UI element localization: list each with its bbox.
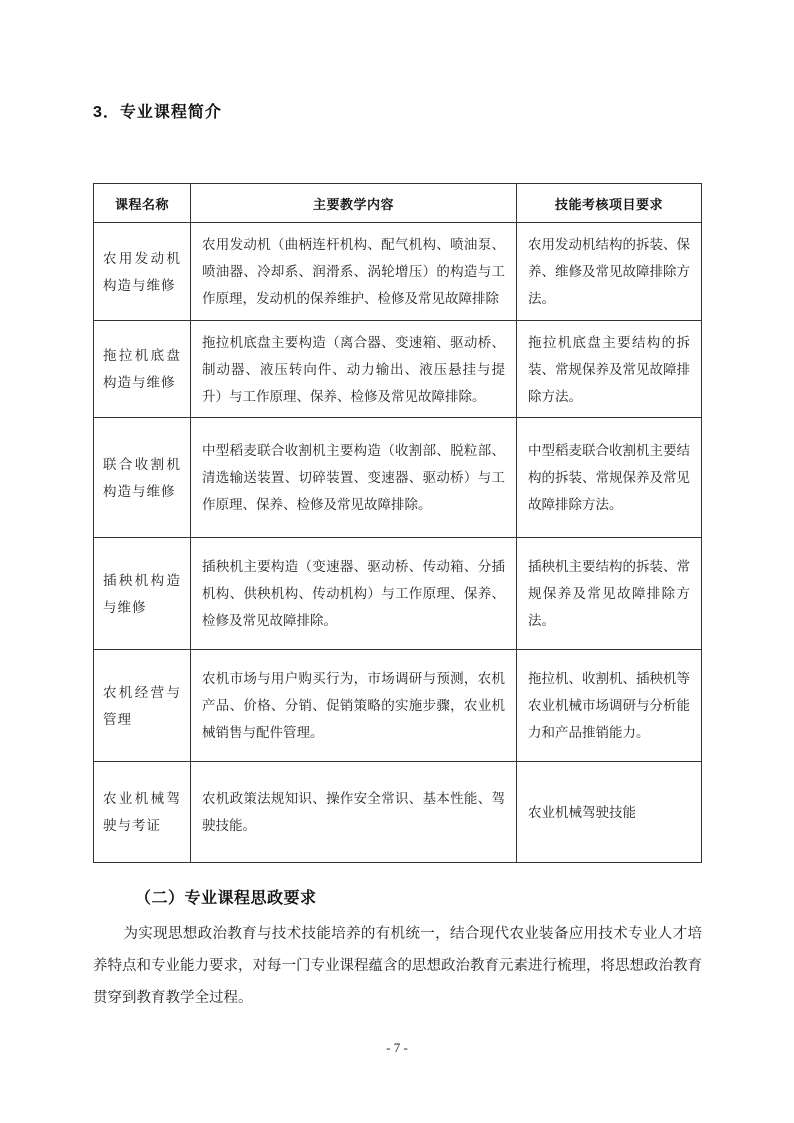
teaching-content-cell: 农机市场与用户购买行为，市场调研与预测，农机产品、价格、分销、促销策略的实施步骤，农业机械销售与配件管理。 — [191, 650, 517, 762]
course-name-cell: 农业机械驾驶与考证 — [94, 762, 191, 863]
header-assessment: 技能考核项目要求 — [517, 184, 702, 223]
header-course-name: 课程名称 — [94, 184, 191, 223]
course-name-cell: 农用发动机构造与维修 — [94, 223, 191, 321]
teaching-content-cell: 中型稻麦联合收割机主要构造（收割部、脱粒部、清选输送装置、切碎装置、变速器、驱动桥）与工作原理、保养、检修及常见故障排除。 — [191, 418, 517, 538]
section-heading: 3．专业课程简介 — [93, 104, 222, 121]
header-teaching-content: 主要教学内容 — [191, 184, 517, 223]
table-row — [94, 223, 702, 321]
teaching-content-cell: 拖拉机底盘主要构造（离合器、变速箱、驱动桥、制动器、液压转向件、动力输出、液压悬挂与提升）与工作原理、保养、检修及常见故障排除。 — [191, 321, 517, 418]
sub-section-heading: （二）专业课程思政要求 — [135, 890, 317, 907]
table-row — [94, 538, 702, 650]
table-row — [94, 321, 702, 418]
teaching-content-cell: 农机政策法规知识、操作安全常识、基本性能、驾驶技能。 — [191, 762, 517, 863]
table-row — [94, 650, 702, 762]
course-name-cell: 拖拉机底盘构造与维修 — [94, 321, 191, 418]
assessment-cell: 农业机械驾驶技能 — [517, 762, 702, 863]
assessment-cell: 中型稻麦联合收割机主要结构的拆装、常规保养及常见故障排除方法。 — [517, 418, 702, 538]
table-header-row — [94, 184, 702, 223]
table-row — [94, 418, 702, 538]
assessment-cell: 农用发动机结构的拆装、保养、维修及常见故障排除方法。 — [517, 223, 702, 321]
table-row — [94, 762, 702, 863]
page-number: - 7 - — [386, 1040, 408, 1055]
body-paragraph: 为实现思想政治教育与技术技能培养的有机统一，结合现代农业装备应用技术专业人才培养特点和专业能力要求，对每一门专业课程蕴含的思想政治教育元素进行梳理，将思想政治教育贯穿到教育教学全过程。 — [93, 926, 702, 1006]
assessment-cell: 插秧机主要结构的拆装、常规保养及常见故障排除方法。 — [517, 538, 702, 650]
course-name-cell: 联合收割机构造与维修 — [94, 418, 191, 538]
course-name-cell: 农机经营与管理 — [94, 650, 191, 762]
assessment-cell: 拖拉机底盘主要结构的拆装、常规保养及常见故障排除方法。 — [517, 321, 702, 418]
course-name-cell: 插秧机构造与维修 — [94, 538, 191, 650]
teaching-content-cell: 农用发动机（曲柄连杆机构、配气机构、喷油泵、喷油器、冷却系、润滑系、涡轮增压）的构造与工作原理，发动机的保养维护、检修及常见故障排除 — [191, 223, 517, 321]
course-table — [93, 183, 702, 863]
ideology-section — [93, 885, 702, 1015]
teaching-content-cell: 插秧机主要构造（变速器、驱动桥、传动箱、分插机构、供秧机构、传动机构）与工作原理、保养、检修及常见故障排除。 — [191, 538, 517, 650]
assessment-cell: 拖拉机、收割机、插秧机等农业机械市场调研与分析能力和产品推销能力。 — [517, 650, 702, 762]
